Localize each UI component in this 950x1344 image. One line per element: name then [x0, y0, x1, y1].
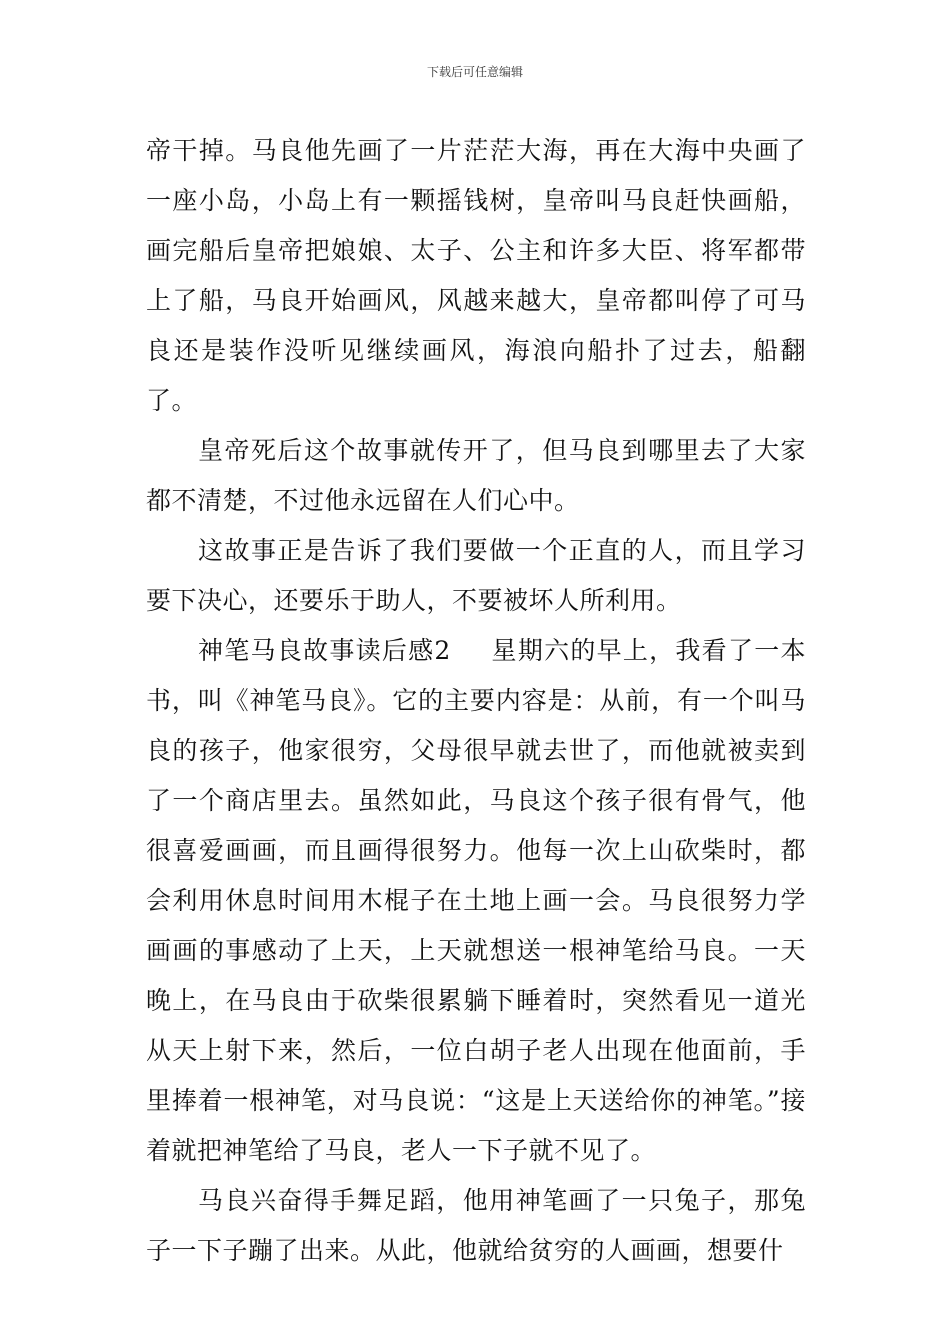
paragraph-story-ending: 皇帝死后这个故事就传开了，但马良到哪里去了大家都不清楚，不过他永远留在人们心中。 [146, 436, 806, 515]
paragraph-moral: 这故事正是告诉了我们要做一个正直的人，而且学习要下决心，还要乐于助人，不要被坏人所利用。 [146, 536, 806, 615]
essay-title: 神笔马良故事读后感2 [198, 636, 451, 665]
document-body [146, 126, 806, 1276]
page-header: 下载后可任意编辑 [426, 65, 523, 79]
paragraph-rabbit: 马良兴奋得手舞足蹈，他用神笔画了一只兔子，那兔子一下子蹦了出来。从此，他就给贫穷的人画画，想要什 [146, 1186, 806, 1265]
essay-body: 星期六的早上，我看了一本书，叫《神笔马良》。它的主要内容是：从前，有一个叫马良的孩子，他家很穷，父母很早就去世了，而他就被卖到了一个商店里去。虽然如此，马良这个孩子很有骨气，他很喜爱画画，而且画得很努力。他每一次上山砍柴时，都会利用休息时间用木棍子在土地上画一会。马良很努力学画画的事感动了上天，上天就想送一根神笔给马良。一天晚上，在马良由于砍柴很累躺下睡着时，突然看见一道光从天上射下来，然后，一位白胡子老人出现在他面前，手里捧着一根神笔，对马良说：“这是上天送给你的神笔。”接着就把神笔给了马良，老人一下子就不见了。 [146, 636, 806, 1165]
paragraph-essay-2 [146, 626, 806, 1176]
paragraph-continuation: 帝干掉。马良他先画了一片茫茫大海，再在大海中央画了一座小岛，小岛上有一颗摇钱树，皇帝叫马良赶快画船，画完船后皇帝把娘娘、太子、公主和许多大臣、将军都带上了船，马良开始画风，风越来越大，皇帝都叫停了可马良还是装作没听见继续画风，海浪向船扑了过去，船翻了。 [146, 136, 806, 415]
